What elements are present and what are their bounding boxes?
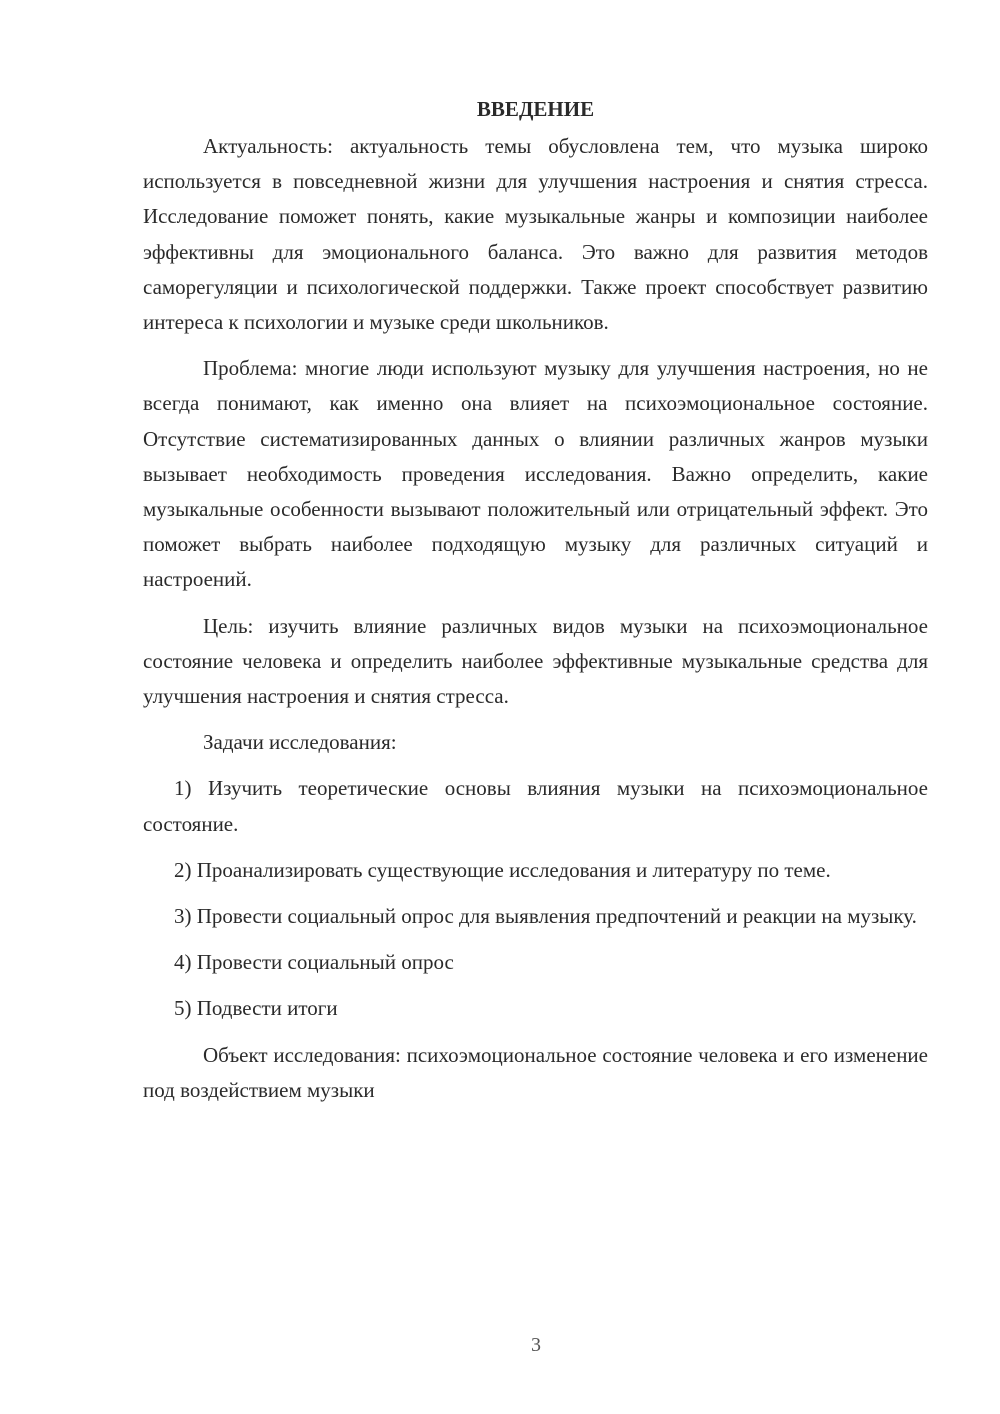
research-object-paragraph: Объект исследования: психоэмоциональное состояние человека и его изменение под воздействием музыки	[143, 1042, 928, 1102]
goal-paragraph: Цель: изучить влияние различных видов музыки на психоэмоциональное состояние человека и определить наиболее эффективные музыкальные средства для улучшения настроения и снятия стресса.	[143, 613, 928, 709]
tasks-heading: Задачи исследования:	[203, 730, 397, 755]
document-page	[143, 92, 928, 1119]
problem-paragraph: Проблема: многие люди используют музыку для улучшения настроения, но не всегда понимают, как именно она влияет на психоэмоциональное состояние. Отсутствие систематизированных данных о влиянии различных жанров музыки вызывает необходимость проведения исследования. Важно определить, какие музыкальные особенности вызывают положительный или отрицательный эффект. Это поможет выбрать наиболее подходящую музыку для различных ситуаций и настроений.	[143, 356, 928, 592]
task-item: 3) Провести социальный опрос для выявления предпочтений и реакции на музыку.	[174, 904, 917, 929]
page-number: 3	[531, 1334, 541, 1356]
relevance-paragraph: Актуальность: актуальность темы обусловлена тем, что музыка широко используется в повседневной жизни для улучшения настроения и снятия стресса. Исследование поможет понять, какие музыкальные жанры и композиции наиболее эффективны для эмоционального баланса. Это важно для развития методов саморегуляции и психологической поддержки. Также проект способствует развитию интереса к психологии и музыке среди школьников.	[143, 134, 928, 335]
task-item: 5) Подвести итоги	[174, 996, 338, 1021]
section-title: ВВЕДЕНИЕ	[476, 97, 595, 121]
task-item: 2) Проанализировать существующие исследования и литературу по теме.	[174, 857, 831, 882]
task-item: 1) Изучить теоретические основы влияния музыки на психоэмоциональное состояние.	[143, 776, 928, 836]
task-item: 4) Провести социальный опрос	[174, 950, 454, 975]
